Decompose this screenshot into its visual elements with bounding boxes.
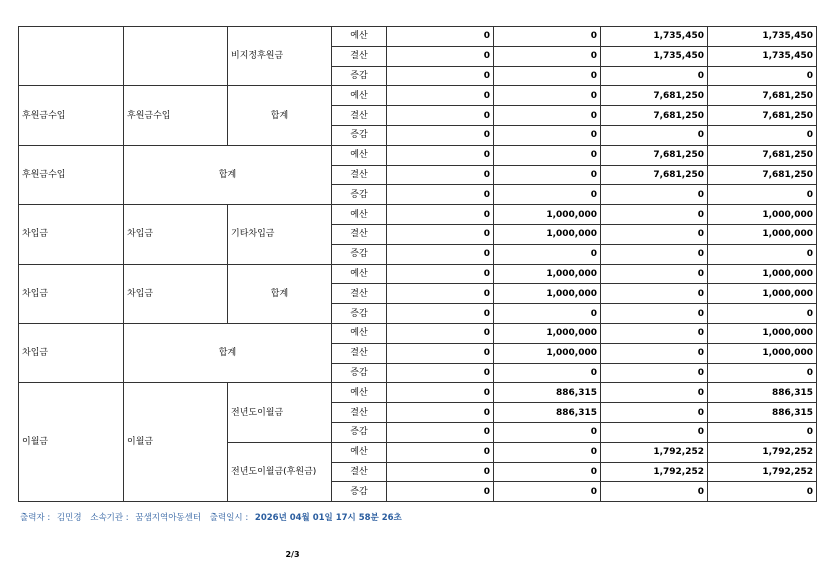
printer-name: 김민경 [56,513,82,523]
amount-cell: 0 [708,304,817,324]
category-cell: 차입금 [19,264,124,323]
amount-cell: 0 [601,323,708,343]
amount-cell: 0 [494,304,601,324]
category-cell: 전년도이월금(후원금) [228,442,332,501]
row-type-cell: 증감 [332,482,387,502]
amount-cell: 0 [387,125,494,145]
row-type-cell: 결산 [332,165,387,185]
amount-cell: 1,000,000 [708,224,817,244]
amount-cell: 0 [601,244,708,264]
amount-cell: 886,315 [708,383,817,403]
amount-cell: 0 [387,264,494,284]
amount-cell: 886,315 [494,403,601,423]
amount-cell: 886,315 [494,383,601,403]
amount-cell: 0 [708,482,817,502]
category-cell [19,27,124,86]
amount-cell: 1,735,450 [601,46,708,66]
table-row [19,86,817,106]
amount-cell: 1,000,000 [494,224,601,244]
category-cell: 후원금수입 [19,86,124,145]
row-type-cell: 증감 [332,304,387,324]
category-cell: 차입금 [19,205,124,264]
amount-cell: 0 [601,482,708,502]
category-cell: 합계 [124,323,332,382]
category-cell: 후원금수입 [124,86,228,145]
amount-cell: 0 [494,244,601,264]
org-name: 꿈샘지역아동센터 [135,513,202,523]
row-type-cell: 결산 [332,284,387,304]
amount-cell: 0 [494,125,601,145]
row-type-cell: 결산 [332,106,387,126]
amount-cell: 7,681,250 [601,106,708,126]
amount-cell: 0 [387,363,494,383]
amount-cell: 0 [494,106,601,126]
amount-cell: 1,000,000 [494,264,601,284]
amount-cell: 0 [601,284,708,304]
row-type-cell: 증감 [332,185,387,205]
table-row [19,145,817,165]
amount-cell: 0 [494,442,601,462]
category-cell: 합계 [228,86,332,145]
amount-cell: 0 [494,363,601,383]
printed-at-label: 출력일시 : [209,513,249,523]
amount-cell: 0 [708,185,817,205]
amount-cell: 7,681,250 [708,145,817,165]
table-row [19,27,817,47]
amount-cell: 1,000,000 [708,343,817,363]
row-type-cell: 결산 [332,224,387,244]
printed-at: 2026년 04월 01일 17시 58분 26초 [254,513,402,523]
table-row [19,264,817,284]
amount-cell: 0 [387,482,494,502]
row-type-cell: 예산 [332,323,387,343]
amount-cell: 0 [708,66,817,86]
row-type-cell: 결산 [332,46,387,66]
amount-cell: 0 [494,165,601,185]
amount-cell: 0 [387,323,494,343]
amount-cell: 1,792,252 [708,442,817,462]
amount-cell: 0 [601,185,708,205]
amount-cell: 0 [601,66,708,86]
amount-cell: 0 [387,462,494,482]
amount-cell: 0 [387,27,494,47]
amount-cell: 0 [601,363,708,383]
amount-cell: 1,735,450 [601,27,708,47]
amount-cell: 1,000,000 [708,264,817,284]
category-cell: 차입금 [124,264,228,323]
table-row [19,383,817,403]
amount-cell: 0 [494,66,601,86]
amount-cell: 0 [387,422,494,442]
category-cell: 기타차입금 [228,205,332,264]
row-type-cell: 결산 [332,343,387,363]
row-type-cell: 결산 [332,403,387,423]
category-cell: 차입금 [124,205,228,264]
amount-cell: 1,000,000 [708,205,817,225]
amount-cell: 0 [494,27,601,47]
row-type-cell: 증감 [332,363,387,383]
amount-cell: 7,681,250 [708,86,817,106]
amount-cell: 0 [387,86,494,106]
amount-cell: 0 [601,383,708,403]
amount-cell: 0 [387,304,494,324]
amount-cell: 0 [494,422,601,442]
amount-cell: 0 [387,145,494,165]
amount-cell: 0 [387,284,494,304]
table-row [19,323,817,343]
category-cell [124,27,228,86]
amount-cell: 0 [708,422,817,442]
amount-cell: 7,681,250 [708,106,817,126]
table-row [19,205,817,225]
amount-cell: 0 [601,422,708,442]
amount-cell: 0 [387,403,494,423]
amount-cell: 0 [387,46,494,66]
print-footer [20,511,402,523]
amount-cell: 0 [494,86,601,106]
amount-cell: 1,792,252 [601,462,708,482]
category-cell: 비지정후원금 [228,27,332,86]
printer-label: 출력자 : [20,513,51,523]
amount-cell: 1,792,252 [601,442,708,462]
amount-cell: 886,315 [708,403,817,423]
amount-cell: 1,000,000 [708,323,817,343]
amount-cell: 0 [387,343,494,363]
amount-cell: 0 [708,363,817,383]
amount-cell: 0 [494,462,601,482]
category-cell: 이월금 [124,383,228,502]
amount-cell: 0 [494,46,601,66]
category-cell: 전년도이월금 [228,383,332,442]
amount-cell: 0 [494,145,601,165]
amount-cell: 0 [708,125,817,145]
amount-cell: 1,735,450 [708,27,817,47]
table-body [19,27,817,502]
org-label: 소속기관 : [90,513,129,523]
amount-cell: 0 [387,442,494,462]
amount-cell: 0 [601,304,708,324]
amount-cell: 0 [387,224,494,244]
amount-cell: 1,735,450 [708,46,817,66]
page-number: 2/3 [285,550,300,559]
amount-cell: 0 [387,185,494,205]
amount-cell: 7,681,250 [708,165,817,185]
amount-cell: 1,000,000 [494,205,601,225]
amount-cell: 0 [601,224,708,244]
amount-cell: 0 [601,125,708,145]
amount-cell: 7,681,250 [601,86,708,106]
amount-cell: 0 [387,106,494,126]
amount-cell: 0 [387,244,494,264]
row-type-cell: 예산 [332,442,387,462]
row-type-cell: 결산 [332,462,387,482]
amount-cell: 7,681,250 [601,145,708,165]
amount-cell: 0 [387,205,494,225]
amount-cell: 1,000,000 [494,343,601,363]
category-cell: 합계 [228,264,332,323]
row-type-cell: 예산 [332,264,387,284]
row-type-cell: 예산 [332,27,387,47]
amount-cell: 1,000,000 [494,284,601,304]
row-type-cell: 예산 [332,145,387,165]
amount-cell: 0 [494,185,601,205]
amount-cell: 0 [387,66,494,86]
budget-settlement-table [18,26,817,502]
amount-cell: 0 [601,343,708,363]
amount-cell: 0 [708,244,817,264]
amount-cell: 1,000,000 [494,323,601,343]
amount-cell: 0 [601,403,708,423]
amount-cell: 1,792,252 [708,462,817,482]
row-type-cell: 예산 [332,383,387,403]
amount-cell: 7,681,250 [601,165,708,185]
amount-cell: 0 [387,165,494,185]
amount-cell: 0 [601,205,708,225]
amount-cell: 1,000,000 [708,284,817,304]
category-cell: 합계 [124,145,332,204]
row-type-cell: 증감 [332,125,387,145]
row-type-cell: 증감 [332,244,387,264]
row-type-cell: 예산 [332,205,387,225]
row-type-cell: 예산 [332,86,387,106]
row-type-cell: 증감 [332,66,387,86]
category-cell: 차입금 [19,323,124,382]
row-type-cell: 증감 [332,422,387,442]
amount-cell: 0 [601,264,708,284]
amount-cell: 0 [387,383,494,403]
amount-cell: 0 [494,482,601,502]
category-cell: 후원금수입 [19,145,124,204]
category-cell: 이월금 [19,383,124,502]
